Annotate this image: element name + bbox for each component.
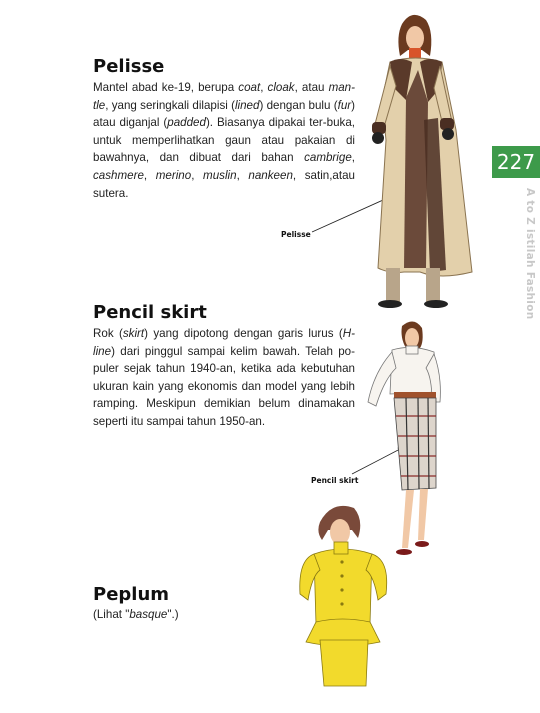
entry-body-pencil-skirt: Rok (skirt) yang dipotong dengan garis lurus (H-line) dari pinggul sampai kelim bawah. Telah po-puler sejak tahun 1940-an, ketika ada kebutuhan ukuran kain yang ekonomis dan model yang lebih ramping. Meskipun demikian belum dinamakan seperti itu sampai tahun 1950-an. [93, 327, 355, 428]
caption-pelisse: Pelisse [281, 230, 311, 239]
entry-title-pencil-skirt: Pencil skirt [93, 302, 207, 323]
page-number-badge: 227 [492, 146, 540, 178]
entry-title-peplum: Peplum [93, 584, 170, 605]
pelisse-illustration [360, 10, 480, 320]
entry-body-pelisse: Mantel abad ke-19, berupa coat, cloak, atau man-tle, yang seringkali dilapisi (lined) dengan bulu (fur) atau diganjal (padded). Biasanya dipakai ter-buka, untuk memperlihatkan gaun atau pakaian di bawahnya, dan dibuat dari bahan cambrige, cashmere, merino, muslin, nankeen, satin,atau sutera. [93, 81, 355, 200]
chapter-side-label: A to Z istilah Fashion [524, 188, 536, 320]
peplum-illustration [298, 500, 390, 690]
entry-title-pelisse: Pelisse [93, 56, 165, 77]
caption-pencil-skirt: Pencil skirt [311, 476, 359, 485]
entry-body-peplum: (Lihat "basque".) [93, 608, 179, 621]
